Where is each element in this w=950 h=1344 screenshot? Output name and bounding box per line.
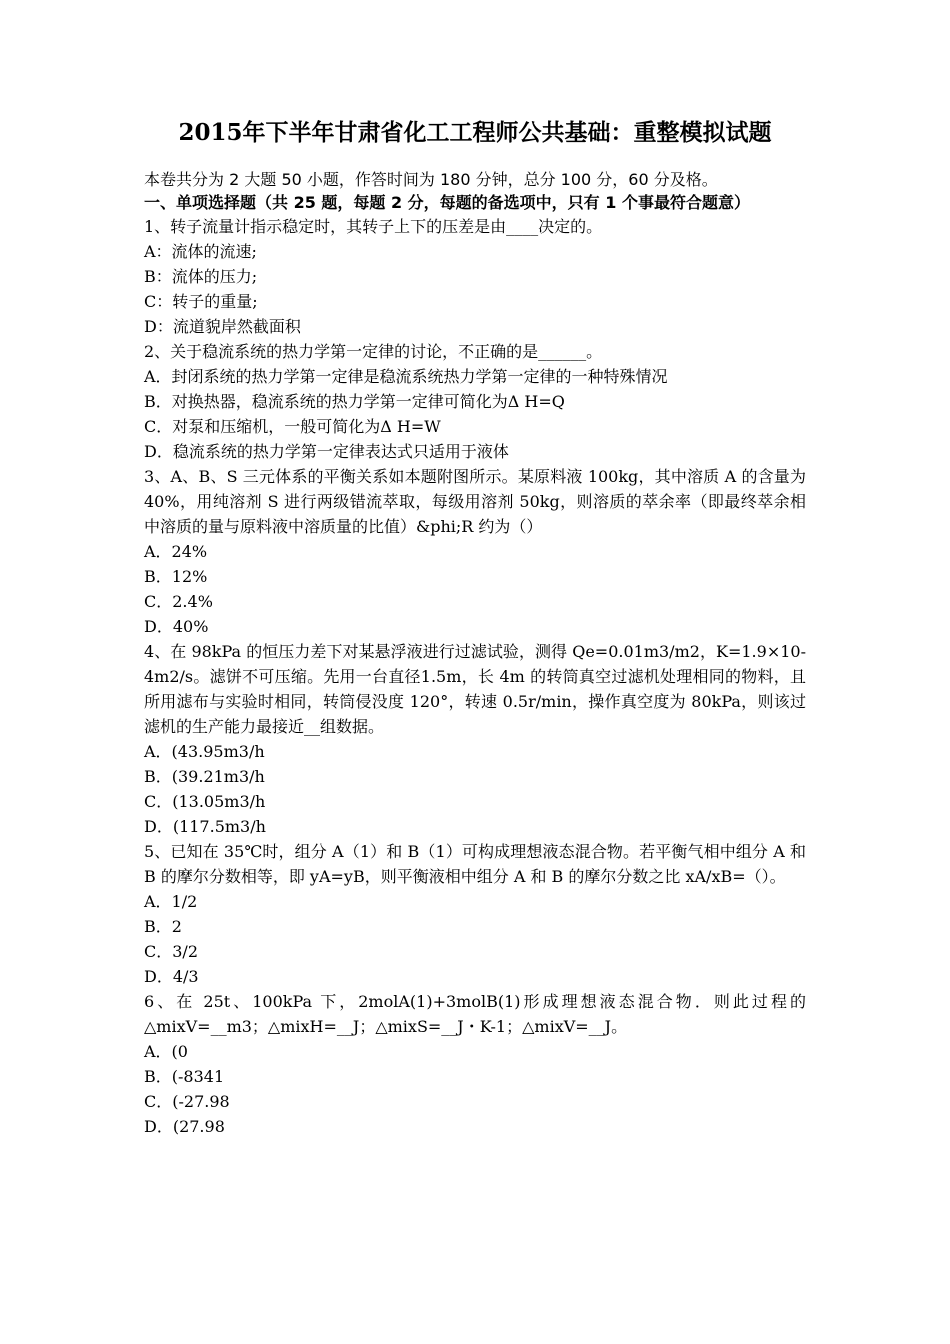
question-stem: 1、转子流量计指示稳定时，其转子上下的压差是由____决定的。 (144, 217, 603, 236)
option-d: D：流道貌岸然截面积 (144, 317, 301, 336)
option-a: A．24% (144, 542, 208, 561)
option-b: B．2 (144, 917, 182, 936)
option-b: B．(39.21m3/h (144, 767, 265, 786)
question-4 (144, 639, 806, 839)
option-b: B．12% (144, 567, 208, 586)
question-2 (144, 339, 806, 464)
option-a: A．(43.95m3/h (144, 742, 265, 761)
question-6 (144, 989, 806, 1139)
question-stem: 2、关于稳流系统的热力学第一定律的讨论，不正确的是______。 (144, 342, 603, 361)
exam-intro: 本卷共分为 2 大题 50 小题，作答时间为 180 分钟，总分 100 分，60 分及格。 (144, 170, 718, 189)
option-b: B．对换热器，稳流系统的热力学第一定律可简化为Δ H=Q (144, 392, 565, 411)
option-a: A．封闭系统的热力学第一定律是稳流系统热力学第一定律的一种特殊情况 (144, 367, 668, 386)
option-b: B．(-8341 (144, 1067, 225, 1086)
page-title: 2015年下半年甘肃省化工工程师公共基础：重整模拟试题 (178, 119, 772, 146)
option-c: C．(-27.98 (144, 1092, 230, 1111)
option-c: C：转子的重量; (144, 292, 258, 311)
option-d: D．(27.98 (144, 1117, 225, 1136)
option-d: D．(117.5m3/h (144, 817, 266, 836)
question-5 (144, 839, 806, 989)
option-c: C．3/2 (144, 942, 198, 961)
option-c: C．2.4% (144, 592, 213, 611)
option-a: A：流体的流速; (144, 242, 257, 261)
option-c: C．对泵和压缩机，一般可简化为Δ H=W (144, 417, 441, 436)
option-d: D．4/3 (144, 967, 199, 986)
option-a: A．1/2 (144, 892, 198, 911)
option-d: D．稳流系统的热力学第一定律表达式只适用于液体 (144, 442, 509, 461)
option-a: A．(0 (144, 1042, 188, 1061)
question-stem: 6、在 25t、100kPa 下，2molA(1)+3molB(1)形成理想液态混合物．则此过程的△mixV=__m3；△mixH=__J；△mixS=__J・K-1；△mixV=__J。 (144, 992, 806, 1036)
question-3 (144, 464, 806, 639)
question-stem: 4、在 98kPa 的恒压力差下对某悬浮液进行过滤试验，测得 Qe=0.01m3/m2，K=1.9×10-4m2/s。滤饼不可压缩。先用一台直径1.5m，长 4m 的转筒真空过滤机处理相同的物料，且所用滤布与实验时相同，转筒侵没度 120°，转速 0.5r/min，操作真空度为 80kPa，则该过滤机的生产能力最接近__组数据。 (144, 642, 806, 736)
option-b: B：流体的压力; (144, 267, 258, 286)
question-stem: 5、已知在 35℃时，组分 A（1）和 B（1）可构成理想液态混合物。若平衡气相中组分 A 和 B 的摩尔分数相等，即 yA=yB，则平衡液相中组分 A 和 B 的摩尔分数之比 xA/xB=（）。 (144, 842, 806, 886)
question-1 (144, 214, 806, 339)
option-d: D．40% (144, 617, 209, 636)
option-c: C．(13.05m3/h (144, 792, 266, 811)
section-heading: 一、单项选择题（共 25 题，每题 2 分，每题的备选项中，只有 1 个事最符合题意） (144, 193, 750, 212)
question-stem: 3、A、B、S 三元体系的平衡关系如本题附图所示。某原料液 100kg，其中溶质 A 的含量为 40%，用纯溶剂 S 进行两级错流萃取，每级用溶剂 50kg，则溶质的萃余率（即最终萃余相中溶质的量与原料液中溶质量的比值）&phi;R 约为（） (144, 467, 806, 536)
